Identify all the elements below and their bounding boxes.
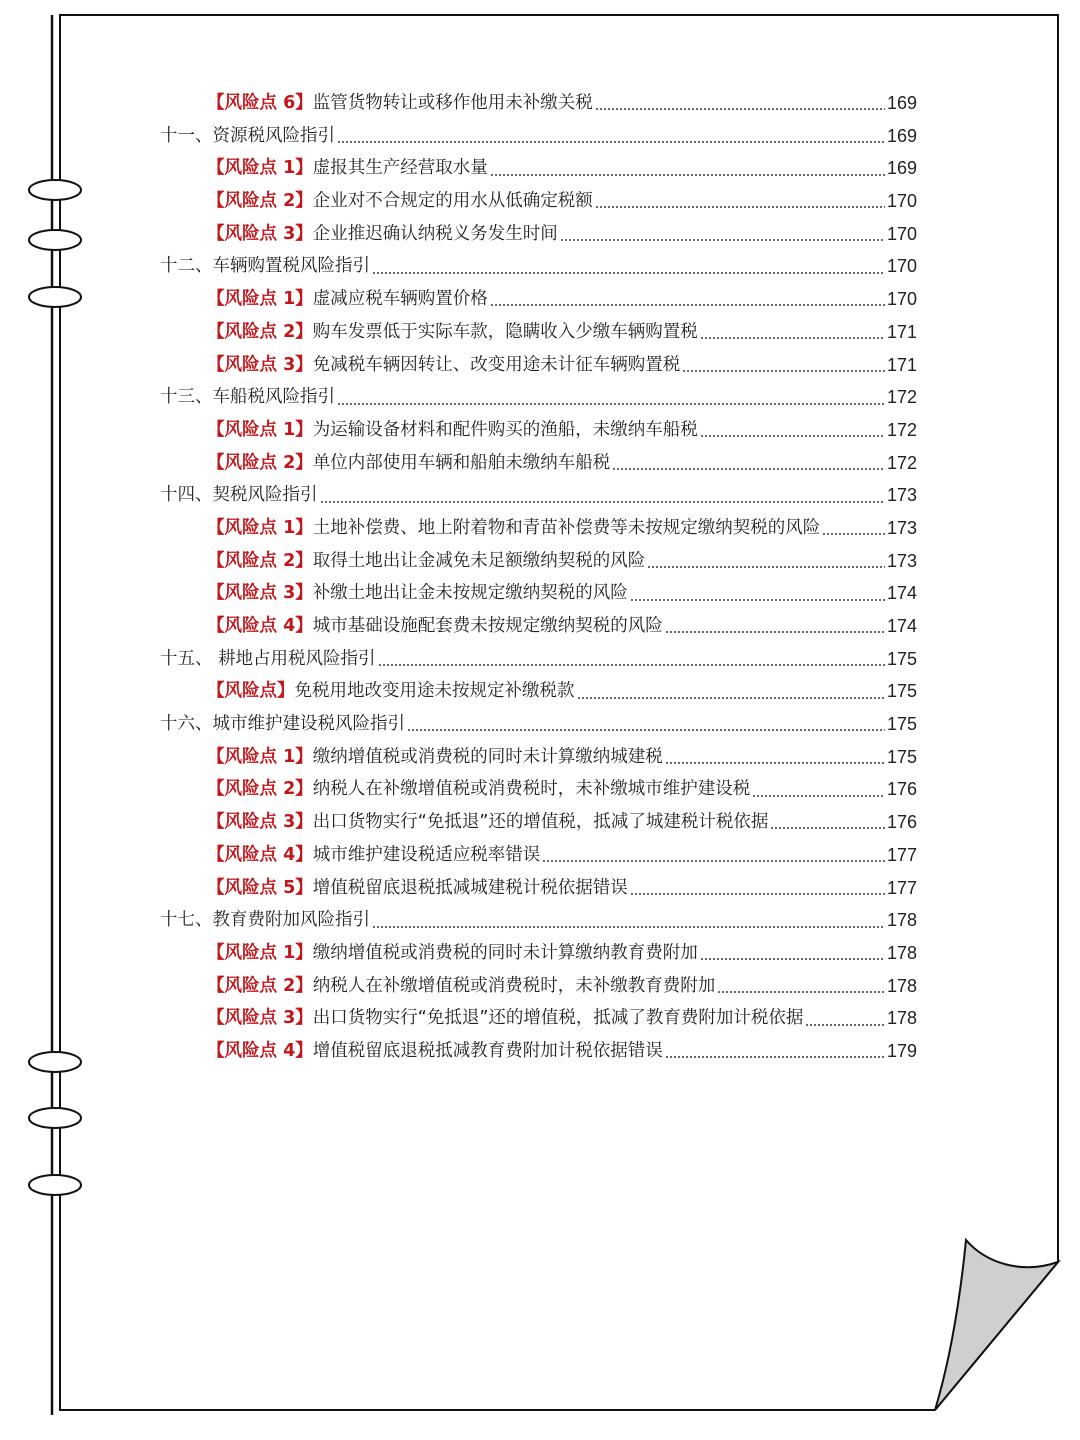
toc-entry-title: 十四、契税风险指引 bbox=[160, 485, 318, 506]
risk-point-tag: 【风险点 1】 bbox=[207, 517, 313, 538]
dot-leader bbox=[665, 762, 885, 764]
toc-entry-title: 企业对不合规定的用水从低确定税额 bbox=[312, 191, 593, 212]
toc-entry-section[interactable] bbox=[160, 381, 917, 414]
risk-point-tag: 【风险点 3】 bbox=[207, 812, 313, 833]
page-number: 176 bbox=[886, 779, 917, 800]
page-number: 170 bbox=[886, 191, 917, 212]
toc-entry-title: 纳税人在补缴增值税或消费税时，未补缴城市维护建设税 bbox=[312, 779, 751, 800]
toc-entry-title: 增值税留底退税抵减城建税计税依据错误 bbox=[312, 877, 628, 898]
page-number: 172 bbox=[886, 419, 917, 440]
page-number: 173 bbox=[886, 550, 917, 571]
toc-entry-title: 十三、车船税风险指引 bbox=[160, 387, 335, 408]
toc-entry-risk-point[interactable] bbox=[160, 349, 917, 382]
risk-point-tag: 【风险点 1】 bbox=[207, 158, 313, 179]
dot-leader bbox=[665, 1056, 885, 1058]
binder-ring bbox=[29, 1108, 81, 1128]
page-number: 177 bbox=[886, 844, 917, 865]
page-number: 170 bbox=[886, 223, 917, 244]
dot-leader bbox=[372, 926, 885, 928]
toc-entry-title: 十六、城市维护建设税风险指引 bbox=[160, 714, 405, 735]
toc-entry-title: 虚报其生产经营取水量 bbox=[312, 158, 488, 179]
risk-point-tag: 【风险点 2】 bbox=[207, 321, 313, 342]
toc-entry-risk-point[interactable] bbox=[160, 773, 917, 806]
risk-point-tag: 【风险点 2】 bbox=[207, 779, 313, 800]
toc-entry-title: 免减税车辆因转让、改变用途未计征车辆购置税 bbox=[312, 354, 681, 375]
page-number: 178 bbox=[886, 910, 917, 931]
page-number: 169 bbox=[886, 93, 917, 113]
dot-leader bbox=[372, 272, 885, 274]
toc-entry-section[interactable] bbox=[160, 643, 917, 676]
dot-leader bbox=[337, 141, 885, 143]
dot-leader bbox=[822, 533, 885, 535]
table-of-contents bbox=[160, 87, 917, 1068]
page-number: 175 bbox=[886, 746, 917, 767]
toc-entry-section[interactable] bbox=[160, 479, 917, 512]
toc-entry-title: 购车发票低于实际车款，隐瞒收入少缴车辆购置税 bbox=[312, 321, 698, 342]
toc-entry-title: 城市基础设施配套费未按规定缴纳契税的风险 bbox=[312, 616, 663, 636]
toc-entry-risk-point[interactable] bbox=[160, 218, 917, 251]
risk-point-tag: 【风险点 2】 bbox=[207, 452, 313, 473]
dot-leader bbox=[490, 304, 885, 306]
toc-entry-title: 为运输设备材料和配件购买的渔船，未缴纳车船税 bbox=[312, 419, 698, 440]
toc-entry-title: 十二、车辆购置税风险指引 bbox=[160, 256, 370, 277]
risk-point-tag: 【风险点 1】 bbox=[207, 419, 313, 440]
toc-entry-risk-point[interactable] bbox=[160, 512, 917, 545]
dot-leader bbox=[612, 468, 885, 470]
binder-ring bbox=[29, 180, 81, 200]
risk-point-tag: 【风险点 1】 bbox=[207, 746, 313, 767]
dot-leader bbox=[577, 697, 885, 699]
page-number: 179 bbox=[886, 1040, 917, 1061]
page-number: 172 bbox=[886, 387, 917, 408]
page-number: 173 bbox=[886, 517, 917, 538]
dot-leader bbox=[752, 795, 885, 797]
dot-leader bbox=[665, 631, 885, 633]
toc-entry-risk-point[interactable] bbox=[160, 447, 917, 480]
risk-point-tag: 【风险点 4】 bbox=[207, 616, 313, 636]
toc-entry-title: 企业推迟确认纳税义务发生时间 bbox=[312, 223, 558, 244]
risk-point-tag: 【风险点 1】 bbox=[207, 942, 313, 963]
toc-entry-title: 缴纳增值税或消费税的同时未计算缴纳教育费附加 bbox=[312, 942, 698, 963]
toc-entry-risk-point[interactable] bbox=[160, 152, 917, 185]
toc-entry-risk-point[interactable] bbox=[160, 545, 917, 578]
toc-entry-risk-point[interactable] bbox=[160, 185, 917, 218]
toc-entry-risk-point[interactable] bbox=[160, 414, 917, 447]
toc-entry-risk-point[interactable] bbox=[160, 937, 917, 970]
dot-leader bbox=[770, 827, 885, 829]
toc-entry-title: 土地补偿费、地上附着物和青苗补偿费等未按规定缴纳契税的风险 bbox=[312, 517, 821, 538]
toc-entry-title: 免税用地改变用途未按规定补缴税款 bbox=[294, 681, 575, 702]
dot-leader bbox=[595, 206, 885, 208]
binder-ring bbox=[29, 230, 81, 250]
dot-leader bbox=[717, 991, 885, 993]
page-number: 173 bbox=[886, 485, 917, 506]
risk-point-tag: 【风险点 6】 bbox=[207, 93, 313, 113]
page-number: 177 bbox=[886, 877, 917, 898]
toc-entry-title: 单位内部使用车辆和船舶未缴纳车船税 bbox=[312, 452, 611, 473]
toc-entry-title: 缴纳增值税或消费税的同时未计算缴纳城建税 bbox=[312, 746, 663, 767]
page-number: 178 bbox=[886, 942, 917, 963]
toc-entry-title: 纳税人在补缴增值税或消费税时，未补缴教育费附加 bbox=[312, 975, 716, 996]
toc-entry-risk-point[interactable] bbox=[160, 316, 917, 349]
toc-entry-title: 出口货物实行“免抵退”还的增值税，抵减了教育费附加计税依据 bbox=[312, 1008, 804, 1029]
toc-entry-title: 十七、教育费附加风险指引 bbox=[160, 910, 370, 931]
risk-point-tag: 【风险点 4】 bbox=[207, 844, 313, 865]
toc-entry-risk-point[interactable] bbox=[160, 872, 917, 905]
page-number: 169 bbox=[886, 158, 917, 179]
dot-leader bbox=[647, 566, 885, 568]
risk-point-tag: 【风险点 4】 bbox=[207, 1040, 313, 1061]
page-number: 178 bbox=[886, 975, 917, 996]
binder-ring bbox=[29, 1052, 81, 1072]
toc-entry-title: 监管货物转让或移作他用未补缴关税 bbox=[312, 93, 593, 113]
dot-leader bbox=[407, 729, 885, 731]
dot-leader bbox=[595, 108, 885, 110]
toc-entry-section[interactable] bbox=[160, 250, 917, 283]
risk-point-tag: 【风险点 2】 bbox=[207, 550, 313, 571]
dot-leader bbox=[700, 337, 885, 339]
toc-entry-title: 十五、 耕地占用税风险指引 bbox=[160, 648, 376, 669]
toc-entry-section[interactable] bbox=[160, 120, 917, 153]
risk-point-tag: 【风险点 3】 bbox=[207, 223, 313, 244]
toc-entry-title: 取得土地出让金减免未足额缴纳契税的风险 bbox=[312, 550, 646, 571]
dot-leader bbox=[805, 1024, 885, 1026]
dot-leader bbox=[682, 370, 885, 372]
dot-leader bbox=[542, 860, 885, 862]
dot-leader bbox=[337, 403, 885, 405]
toc-entry-risk-point[interactable] bbox=[160, 806, 917, 839]
toc-entry-title: 补缴土地出让金未按规定缴纳契税的风险 bbox=[312, 583, 628, 604]
risk-point-tag: 【风险点 3】 bbox=[207, 1008, 313, 1029]
toc-entry-title: 增值税留底退税抵减教育费附加计税依据错误 bbox=[312, 1040, 663, 1061]
page-number: 169 bbox=[886, 125, 917, 146]
dot-leader bbox=[630, 599, 885, 601]
risk-point-tag: 【风险点 1】 bbox=[207, 289, 313, 310]
toc-entry-title: 出口货物实行“免抵退”还的增值税，抵减了城建税计税依据 bbox=[312, 812, 769, 833]
toc-entry-risk-point[interactable] bbox=[160, 1002, 917, 1035]
risk-point-tag: 【风险点 5】 bbox=[207, 877, 313, 898]
page-number: 171 bbox=[886, 354, 917, 375]
page-number: 170 bbox=[886, 256, 917, 277]
toc-entry-title: 十一、资源税风险指引 bbox=[160, 125, 335, 146]
toc-entry-risk-point[interactable] bbox=[160, 741, 917, 774]
dot-leader bbox=[560, 239, 885, 241]
page-number: 175 bbox=[886, 681, 917, 702]
page-number: 170 bbox=[886, 289, 917, 310]
toc-entry-risk-point[interactable] bbox=[160, 283, 917, 316]
toc-entry-risk-point[interactable] bbox=[160, 610, 917, 643]
dot-leader bbox=[490, 174, 885, 176]
dot-leader bbox=[630, 893, 885, 895]
page-number: 171 bbox=[886, 321, 917, 342]
page-number: 178 bbox=[886, 1008, 917, 1029]
dot-leader bbox=[378, 664, 885, 666]
toc-entry-risk-point[interactable] bbox=[160, 839, 917, 872]
binder-ring bbox=[29, 287, 81, 307]
toc-entry-title: 虚减应税车辆购置价格 bbox=[312, 289, 488, 310]
toc-entry-risk-point[interactable] bbox=[160, 970, 917, 1003]
page-number: 176 bbox=[886, 812, 917, 833]
risk-point-tag: 【风险点】 bbox=[207, 681, 295, 702]
page-number: 175 bbox=[886, 714, 917, 735]
risk-point-tag: 【风险点 3】 bbox=[207, 583, 313, 604]
page-number: 175 bbox=[886, 648, 917, 669]
page-number: 172 bbox=[886, 452, 917, 473]
toc-entry-risk-point[interactable] bbox=[160, 577, 917, 610]
risk-point-tag: 【风险点 2】 bbox=[207, 191, 313, 212]
risk-point-tag: 【风险点 2】 bbox=[207, 975, 313, 996]
binder-ring bbox=[29, 1175, 81, 1195]
toc-entry-risk-point[interactable] bbox=[160, 675, 917, 708]
toc-entry-section[interactable] bbox=[160, 708, 917, 741]
dot-leader bbox=[700, 958, 885, 960]
page-number: 174 bbox=[886, 616, 917, 636]
toc-entry-risk-point[interactable] bbox=[160, 87, 917, 120]
risk-point-tag: 【风险点 3】 bbox=[207, 354, 313, 375]
toc-entry-risk-point[interactable] bbox=[160, 1035, 917, 1068]
dot-leader bbox=[320, 501, 885, 503]
page-number: 174 bbox=[886, 583, 917, 604]
dot-leader bbox=[700, 435, 885, 437]
toc-entry-title: 城市维护建设税适应税率错误 bbox=[312, 844, 541, 865]
toc-entry-section[interactable] bbox=[160, 904, 917, 937]
